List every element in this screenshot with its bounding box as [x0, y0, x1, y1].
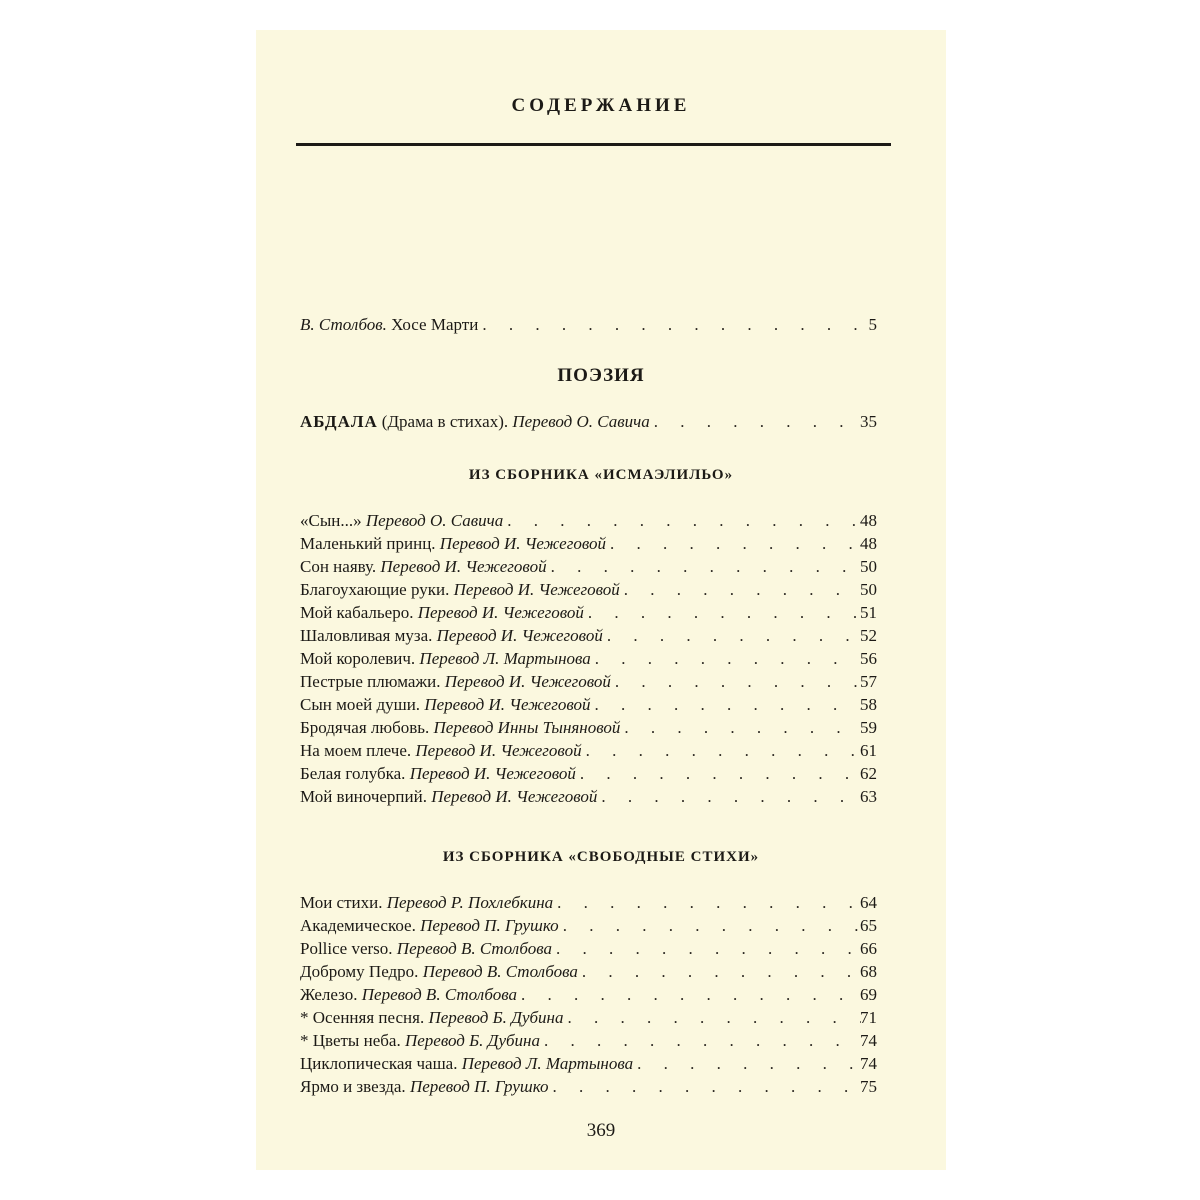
- entry-title: Циклопическая чаша.: [300, 1054, 458, 1073]
- entry-page: 66: [860, 939, 877, 958]
- entry-title: Мои стихи.: [300, 893, 383, 912]
- entry-title: Академическое.: [300, 916, 416, 935]
- toc-entry: [300, 983, 875, 1006]
- entry-page: 50: [860, 557, 877, 576]
- toc-entry: [300, 532, 875, 555]
- entry-translator: Перевод Б. Дубина: [428, 1008, 564, 1027]
- entry-translator: Перевод И. Чежеговой: [444, 672, 611, 691]
- abdala-title: (Драма в стихах).: [381, 412, 509, 431]
- entry-page: 65: [860, 916, 877, 935]
- entry-page: 69: [860, 985, 877, 1004]
- book-page: [256, 30, 946, 1170]
- entry-title: Белая голубка.: [300, 764, 406, 783]
- entry-title: Шаловливая муза.: [300, 626, 433, 645]
- toc-entry: [300, 509, 875, 532]
- entry-title: Пестрые плюмажи.: [300, 672, 441, 691]
- dot-leader: [588, 601, 861, 624]
- intro-title: Хосе Марти: [391, 315, 479, 334]
- entry-title: Бродячая любовь.: [300, 718, 430, 737]
- entry-page: 74: [860, 1054, 877, 1073]
- dot-leader: [553, 1075, 861, 1098]
- dot-leader: [557, 891, 861, 914]
- entry-title: * Цветы неба.: [300, 1031, 401, 1050]
- section-poetry: ПОЭЗИЯ: [557, 365, 645, 386]
- toc-entry: [300, 1006, 875, 1029]
- dot-leader: [482, 313, 861, 336]
- section-ismaelillo: ИЗ СБОРНИКА «ИСМАЭЛИЛЬО»: [468, 467, 734, 483]
- entry-translator: Перевод Р. Похлебкина: [386, 893, 554, 912]
- heading-rule: [296, 143, 891, 146]
- entry-page: 51: [860, 603, 877, 622]
- entry-translator: Перевод И. Чежеговой: [417, 603, 584, 622]
- dot-leader: [544, 1029, 861, 1052]
- entry-page: 75: [860, 1077, 877, 1096]
- entry-title: Ярмо и звезда.: [300, 1077, 406, 1096]
- dot-leader: [580, 762, 861, 785]
- entry-page: 63: [860, 787, 877, 806]
- dot-leader: [551, 555, 861, 578]
- toc-entry: [300, 647, 875, 670]
- toc-entry: [300, 555, 875, 578]
- entry-title: Благоухающие руки.: [300, 580, 450, 599]
- entry-translator: Перевод И. Чежеговой: [415, 741, 582, 760]
- abdala-translator: Перевод О. Савича: [512, 412, 650, 431]
- entry-translator: Перевод Л. Мартынова: [419, 649, 591, 668]
- toc-entry: [300, 785, 875, 808]
- entry-translator: Перевод Б. Дубина: [404, 1031, 540, 1050]
- dot-leader: [615, 670, 861, 693]
- abdala-prefix: АБДАЛА: [300, 412, 378, 431]
- entry-title: Pollice verso.: [300, 939, 393, 958]
- entry-page: 64: [860, 893, 877, 912]
- dot-leader: [586, 739, 861, 762]
- entry-page: 52: [860, 626, 877, 645]
- entry-title: Железо.: [300, 985, 358, 1004]
- entry-title: «Сын...»: [300, 511, 362, 530]
- entry-translator: Перевод И. Чежеговой: [380, 557, 547, 576]
- dot-leader: [556, 937, 861, 960]
- entry-page: 61: [860, 741, 877, 760]
- toc-entry-abdala: [300, 410, 875, 433]
- entry-page: 62: [860, 764, 877, 783]
- toc-entry-intro: [300, 313, 875, 336]
- dot-leader: [601, 785, 861, 808]
- toc-entry: [300, 670, 875, 693]
- toc-entry: [300, 1075, 875, 1098]
- entry-page: 48: [860, 534, 877, 553]
- entry-title: Мой виночерпий.: [300, 787, 427, 806]
- entry-title: Мой кабальеро.: [300, 603, 414, 622]
- entry-translator: Перевод Л. Мартынова: [461, 1054, 634, 1073]
- entry-page: 48: [860, 511, 877, 530]
- dot-leader: [610, 532, 861, 555]
- toc-entry: [300, 739, 875, 762]
- dot-leader: [595, 647, 861, 670]
- toc-entry: [300, 960, 875, 983]
- entry-title: Мой королевич.: [300, 649, 416, 668]
- entry-page: 74: [860, 1031, 877, 1050]
- entry-translator: Перевод О. Савича: [365, 511, 504, 530]
- dot-leader: [521, 983, 861, 1006]
- entry-title: * Осенняя песня.: [300, 1008, 425, 1027]
- entry-page: 58: [860, 695, 877, 714]
- toc-entry: [300, 937, 875, 960]
- toc-entry: [300, 601, 875, 624]
- page-number: 369: [586, 1120, 616, 1141]
- entry-title: Сын моей души.: [300, 695, 421, 714]
- dot-leader: [624, 578, 861, 601]
- entry-translator: Перевод И. Чежеговой: [409, 764, 576, 783]
- toc-entry: [300, 716, 875, 739]
- dot-leader: [582, 960, 861, 983]
- toc-entry: [300, 891, 875, 914]
- entry-translator: Перевод И. Чежеговой: [453, 580, 620, 599]
- entry-page: 57: [860, 672, 877, 691]
- entry-translator: Перевод И. Чежеговой: [439, 534, 606, 553]
- toc-entry: [300, 762, 875, 785]
- toc-entry: [300, 914, 875, 937]
- intro-author: В. Столбов.: [300, 315, 387, 334]
- entry-translator: Перевод В. Столбова: [422, 962, 578, 981]
- dot-leader: [607, 624, 861, 647]
- dot-leader: [563, 914, 861, 937]
- dot-leader: [637, 1052, 861, 1075]
- entry-translator: Перевод В. Столбова: [361, 985, 517, 1004]
- section-free-verses: ИЗ СБОРНИКА «СВОБОДНЫЕ СТИХИ»: [442, 849, 760, 865]
- intro-page: 5: [868, 315, 877, 334]
- entry-page: 50: [860, 580, 877, 599]
- abdala-page: 35: [860, 412, 877, 431]
- entry-page: 68: [860, 962, 877, 981]
- dot-leader: [624, 716, 861, 739]
- dot-leader: [507, 509, 861, 532]
- entry-translator: Перевод П. Грушко: [409, 1077, 549, 1096]
- entry-translator: Перевод Инны Тыняновой: [433, 718, 621, 737]
- entry-translator: Перевод П. Грушко: [420, 916, 559, 935]
- toc-entry: [300, 578, 875, 601]
- entry-translator: Перевод В. Столбова: [396, 939, 552, 958]
- toc-entry: [300, 693, 875, 716]
- entry-page: 59: [860, 718, 877, 737]
- entry-title: На моем плече.: [300, 741, 412, 760]
- entry-page: 71: [860, 1008, 877, 1027]
- dot-leader: [595, 693, 862, 716]
- entry-title: Маленький принц.: [300, 534, 436, 553]
- entry-page: 56: [860, 649, 877, 668]
- entry-translator: Перевод И. Чежеговой: [424, 695, 591, 714]
- entry-title: Сон наяву.: [300, 557, 377, 576]
- toc-entry: [300, 1029, 875, 1052]
- contents-heading: СОДЕРЖАНИЕ: [511, 95, 691, 116]
- entry-translator: Перевод И. Чежеговой: [431, 787, 598, 806]
- entry-title: Доброму Педро.: [300, 962, 419, 981]
- toc-entry: [300, 624, 875, 647]
- dot-leader: [567, 1006, 861, 1029]
- dot-leader: [654, 410, 861, 433]
- entry-translator: Перевод И. Чежеговой: [436, 626, 603, 645]
- toc-entry: [300, 1052, 875, 1075]
